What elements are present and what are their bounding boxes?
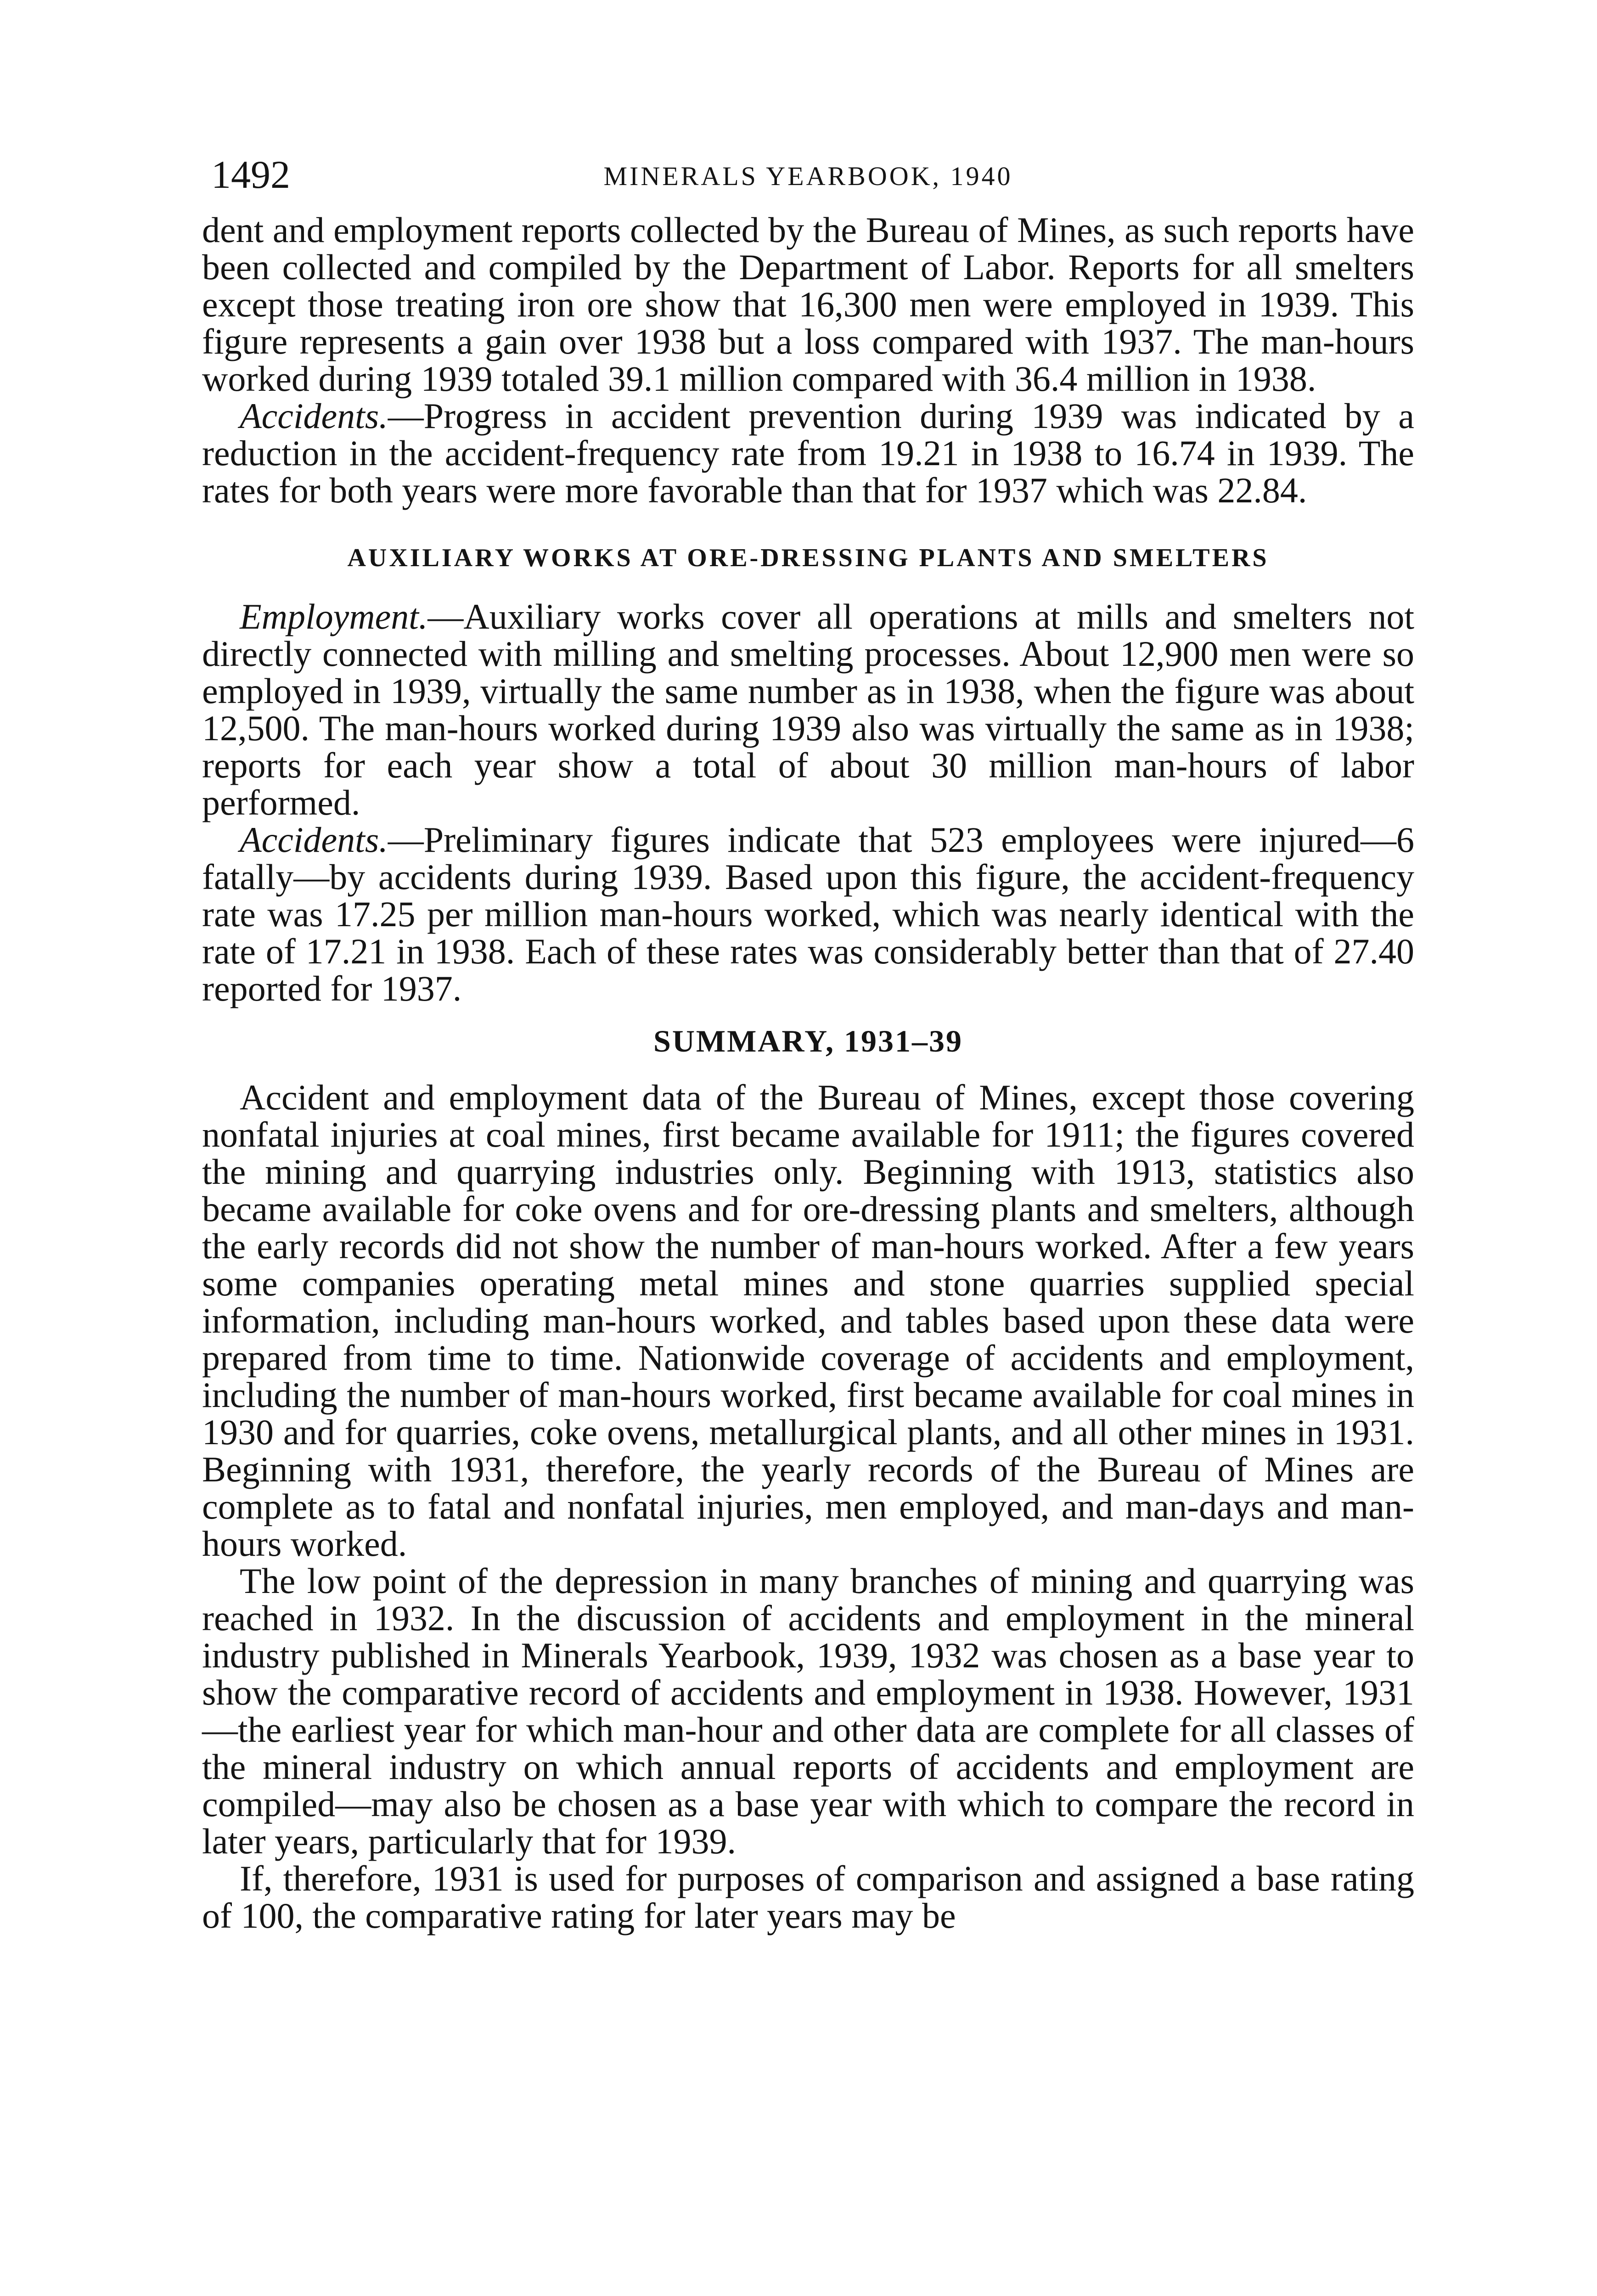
page-number: 1492 [211, 152, 290, 197]
smelters-employment-paragraph: dent and employment reports collected by the Bureau of Mines, as such reports have been collected and compiled by the Department of Labor. Reports for all smelters except those treating iron ore show that 16,300 men were employed in 1939. This figure represents a gain over 1938 but a loss compared with 1937. The man-hours worked during 1939 totaled 39.1 million compared with 36.4 million in 1938. [202, 210, 1414, 399]
auxiliary-works-heading: AUXILIARY WORKS AT ORE-DRESSING PLANTS AND SMELTERS [347, 544, 1269, 572]
auxiliary-accidents-paragraph [202, 821, 1414, 1007]
running-header [202, 152, 1414, 207]
auxiliary-accidents-text: —Preliminary figures indicate that 523 employees were injured—6 fatally—by accidents during 1939. Based upon this figure, the accident-frequency rate was 17.25 per million man-hours worked, which was nearly identical with the rate of 17.21 in 1938. Each of these rates was considerably better than that of 27.40 reported for 1937. [202, 820, 1414, 1008]
summary-section [202, 1023, 1414, 1934]
smelters-section [202, 211, 1414, 509]
accidents-run-in-heading: Accidents. [240, 396, 388, 436]
auxiliary-employment-paragraph [202, 598, 1414, 821]
smelters-accidents-paragraph [202, 397, 1414, 509]
smelters-accidents-text: —Progress in accident prevention during 1939 was indicated by a reduction in the accident-frequency rate from 19.21 in 1938 to 16.74 in 1939. The rates for both years were more favorable than that for 1937 which was 22.84. [202, 396, 1414, 510]
auxiliary-employment-text: —Auxiliary works cover all operations at mills and smelters not directly connected with milling and smelting processes. About 12,900 men were so employed in 1939, virtually the same number as in 1938, when the figure was about 12,500. The man-hours worked during 1939 also was virtually the same as in 1938; reports for each year show a total of about 30 million man-hours of labor performed. [202, 597, 1414, 822]
accidents-run-in-heading: Accidents. [240, 820, 388, 860]
summary-paragraph: Accident and employment data of the Bureau of Mines, except those covering nonfatal injuries at coal mines, first became available for 1911; the figures covered the mining and quarrying industries only. Beginning with 1913, statistics also became available for coke ovens and for ore-dressing plants and smelters, although the early records did not show the number of man-hours worked. After a few years some companies operating metal mines and stone quarries supplied special information, including man-hours worked, and tables based upon these data were prepared from time to time. Nationwide coverage of accidents and employment, including the number of man-hours worked, first became available for coal mines in 1930 and for quarries, coke ovens, metallurgical plants, and all other mines in 1931. Beginning with 1931, therefore, the yearly records of the Bureau of Mines are complete as to fatal and nonfatal injuries, men employed, and man-days and man-hours worked. [202, 1077, 1414, 1564]
employment-run-in-heading: Employment. [240, 597, 428, 636]
document-page [202, 152, 1414, 2296]
auxiliary-works-section [202, 542, 1414, 1007]
summary-paragraph: If, therefore, 1931 is used for purposes of comparison and assigned a base rating of 100, the comparative rating for later years may be [202, 1858, 1414, 1936]
summary-heading: SUMMARY, 1931–39 [653, 1024, 963, 1058]
running-title: MINERALS YEARBOOK, 1940 [603, 161, 1013, 191]
summary-paragraph: The low point of the depression in many branches of mining and quarrying was reached in 1932. In the discussion of accidents and employment in the mineral industry published in Minerals Yearbook, 1939, 1932 was chosen as a base year to show the comparative record of accidents and employment in 1938. However, 1931—the earliest year for which man-hour and other data are complete for all classes of the mineral industry on which annual reports of accidents and employment are compiled—may also be chosen as a base year with which to compare the record in later years, particularly that for 1939. [202, 1561, 1414, 1861]
